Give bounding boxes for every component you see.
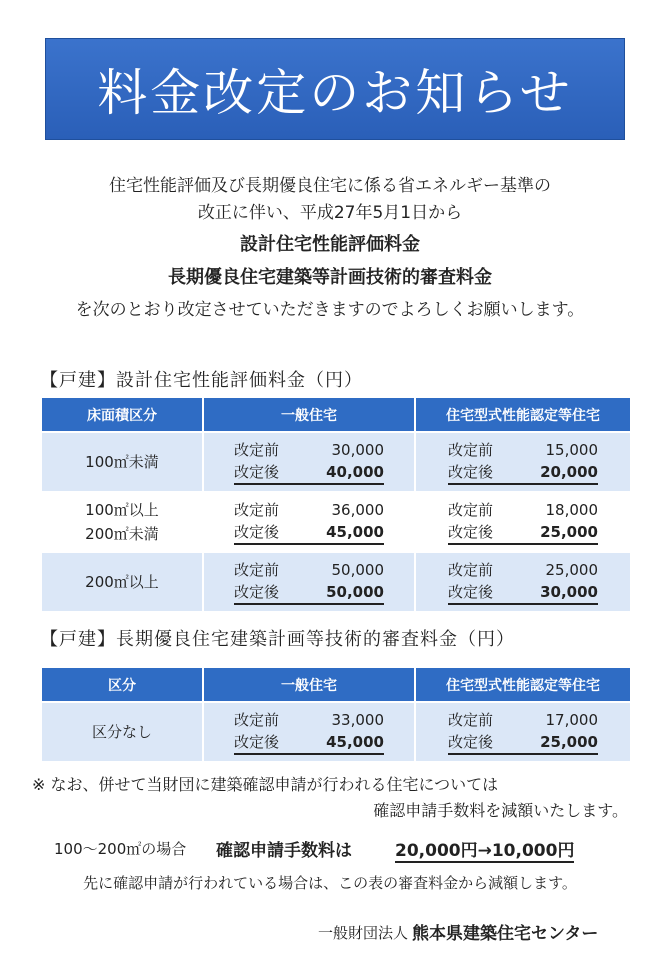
table-row — [42, 553, 630, 611]
fee-note-line-2: 先に確認申請が行われている場合は、この表の審査料金から減額します。 — [83, 874, 577, 892]
general-price-cell: 改定前 33,000 改定後 45,000 — [204, 703, 414, 761]
intro-line-1: 住宅性能評価及び長期優良住宅に係る省エネルギー基準の — [109, 176, 551, 196]
title-banner — [45, 38, 625, 140]
org-prefix: 一般財団法人 — [318, 924, 409, 942]
header-type: 住宅型式性能認定等住宅 — [416, 398, 630, 431]
page-title: 料金改定のお知らせ — [97, 64, 573, 122]
header-general: 一般住宅 — [204, 668, 414, 701]
intro-item-2: 長期優良住宅建築等計画技術的審査料金 — [168, 267, 492, 288]
header-type: 住宅型式性能認定等住宅 — [416, 668, 630, 701]
intro-line-2: 改正に伴い、平成27年5月1日から — [197, 203, 463, 223]
header-area: 区分 — [42, 668, 202, 701]
fee-note-amount: 20,000円→10,000円 — [395, 836, 574, 863]
table-row — [42, 493, 630, 551]
section1-title: 【戸建】設計住宅性能評価料金（円） — [40, 370, 363, 391]
fee-table-2 — [40, 666, 632, 763]
area-cell: 200㎡以上 — [42, 553, 202, 611]
note-line-2: 確認申請手数料を減額いたします。 — [373, 801, 628, 820]
intro-item-1: 設計住宅性能評価料金 — [240, 234, 420, 255]
general-price-cell: 改定前 50,000 改定後 50,000 — [204, 553, 414, 611]
fee-note-label: 確認申請手数料は — [216, 841, 352, 861]
note-line-1: ※ なお、併せて当財団に建築確認申請が行われる住宅については — [32, 775, 499, 794]
area-cell: 100㎡以上 200㎡未満 — [85, 501, 159, 543]
area-cell: 区分なし — [42, 703, 202, 761]
type-price-cell: 改定前 17,000 改定後 25,000 — [416, 703, 630, 761]
intro-line-3: を次のとおり改定させていただきますのでよろしくお願いします。 — [75, 300, 585, 320]
area-cell: 100㎡未満 — [42, 433, 202, 491]
org-name: 熊本県建築住宅センター — [412, 924, 599, 944]
table-row — [42, 703, 630, 761]
type-price-cell: 改定前 15,000 改定後 20,000 — [416, 433, 630, 491]
table-row — [42, 433, 630, 491]
type-price-cell: 改定前 18,000 改定後 25,000 — [416, 493, 630, 551]
general-price-cell: 改定前 30,000 改定後 40,000 — [204, 433, 414, 491]
general-price-cell: 改定前 36,000 改定後 45,000 — [204, 493, 414, 551]
type-price-cell: 改定前 25,000 改定後 30,000 — [416, 553, 630, 611]
header-general: 一般住宅 — [204, 398, 414, 431]
section2-title: 【戸建】長期優良住宅建築計画等技術的審査料金（円） — [40, 629, 515, 650]
fee-table-1 — [40, 396, 632, 613]
header-area: 床面積区分 — [42, 398, 202, 431]
fee-note-range: 100～200㎡の場合 — [54, 840, 187, 858]
